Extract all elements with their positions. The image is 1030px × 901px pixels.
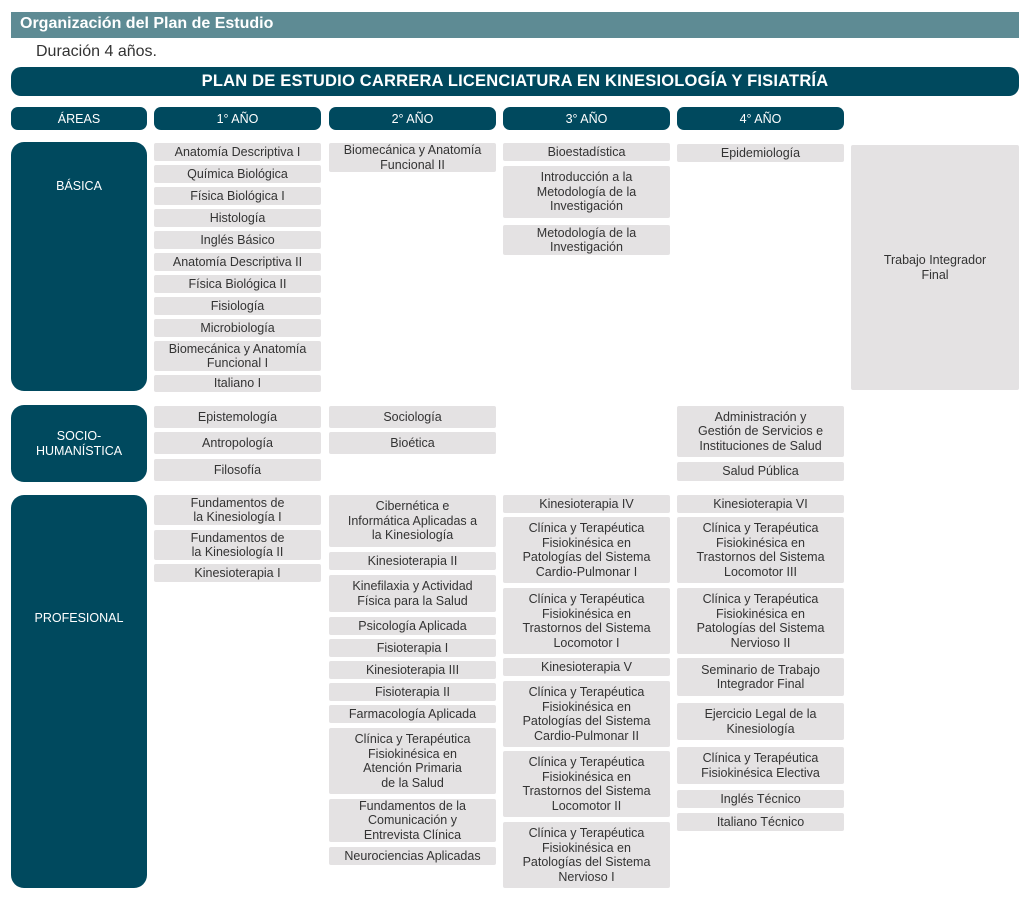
subject-cell: Fisiología (154, 297, 321, 315)
subject-cell: Microbiología (154, 319, 321, 337)
subject-cell: Biomecánica y Anatomía Funcional I (154, 341, 321, 371)
subject-cell: Física Biológica II (154, 275, 321, 293)
subject-cell: Kinesioterapia VI (677, 495, 844, 513)
subject-cell: Introducción a la Metodología de la Investigación (503, 166, 670, 218)
area-socio-label: SOCIO- HUMANÍSTICA (35, 428, 123, 458)
subject-cell: Fundamentos de la Kinesiología I (154, 495, 321, 525)
subject-cell: Fundamentos de la Comunicación y Entrevista Clínica (329, 799, 496, 842)
subject-cell: Inglés Básico (154, 231, 321, 249)
subject-cell: Kinesioterapia IV (503, 495, 670, 513)
header-year-4: 4° AÑO (677, 107, 844, 130)
subject-cell: Sociología (329, 406, 496, 428)
subject-trabajo-integrador-final: Trabajo Integrador Final (851, 145, 1019, 390)
subject-cell: Histología (154, 209, 321, 227)
subject-cell: Bioestadística (503, 143, 670, 161)
header-year-3: 3° AÑO (503, 107, 670, 130)
subject-cell: Física Biológica I (154, 187, 321, 205)
subject-cell: Epistemología (154, 406, 321, 428)
subject-cell: Clínica y Terapéutica Fisiokinésica en Trastornos del Sistema Locomotor II (503, 751, 670, 817)
subject-cell: Clínica y Terapéutica Fisiokinésica en Patologías del Sistema Cardio-Pulmonar I (503, 517, 670, 583)
area-profesional (11, 495, 147, 888)
area-basica (11, 142, 147, 391)
subject-cell: Fundamentos de la Kinesiología II (154, 530, 321, 560)
subject-cell: Salud Pública (677, 462, 844, 481)
subject-cell: Neurociencias Aplicadas (329, 847, 496, 865)
subject-cell: Seminario de Trabajo Integrador Final (677, 658, 844, 696)
subject-cell: Anatomía Descriptiva II (154, 253, 321, 271)
subject-cell: Biomecánica y Anatomía Funcional II (329, 143, 496, 172)
subject-cell: Inglés Técnico (677, 790, 844, 808)
subject-cell: Farmacología Aplicada (329, 705, 496, 723)
subject-cell: Italiano Técnico (677, 813, 844, 831)
header-areas: ÁREAS (11, 107, 147, 130)
subject-cell: Clínica y Terapéutica Fisiokinésica en Trastornos del Sistema Locomotor I (503, 588, 670, 654)
area-profesional-label: PROFESIONAL (34, 611, 124, 625)
subject-cell: Kinesioterapia III (329, 661, 496, 679)
area-socio-humanistica (11, 405, 147, 482)
subject-cell: Italiano I (154, 375, 321, 392)
subject-cell: Kinesioterapia I (154, 564, 321, 582)
subject-cell: Kinefilaxia y Actividad Física para la Salud (329, 575, 496, 612)
subject-cell: Kinesioterapia V (503, 658, 670, 676)
subject-cell: Psicología Aplicada (329, 617, 496, 635)
subject-cell: Clínica y Terapéutica Fisiokinésica Electiva (677, 747, 844, 784)
subject-cell: Química Biológica (154, 165, 321, 183)
subject-cell: Anatomía Descriptiva I (154, 143, 321, 161)
subject-cell: Clínica y Terapéutica Fisiokinésica en Trastornos del Sistema Locomotor III (677, 517, 844, 583)
subject-cell: Clínica y Terapéutica Fisiokinésica en Patologías del Sistema Nervioso I (503, 822, 670, 888)
subject-cell: Administración y Gestión de Servicios e Instituciones de Salud (677, 406, 844, 457)
subject-cell: Epidemiología (677, 144, 844, 162)
subject-cell: Clínica y Terapéutica Fisiokinésica en Patologías del Sistema Cardio-Pulmonar II (503, 681, 670, 747)
subject-cell: Fisioterapia I (329, 639, 496, 657)
header-year-1: 1° AÑO (154, 107, 321, 130)
area-basica-label: BÁSICA (56, 179, 102, 193)
subject-cell: Clínica y Terapéutica Fisiokinésica en Patologías del Sistema Nervioso II (677, 588, 844, 654)
subject-cell: Kinesioterapia II (329, 552, 496, 570)
subject-cell: Filosofía (154, 459, 321, 481)
subject-cell: Fisioterapia II (329, 683, 496, 701)
header-year-2: 2° AÑO (329, 107, 496, 130)
section-title: Organización del Plan de Estudio (11, 12, 1019, 38)
subject-cell: Cibernética e Informática Aplicadas a la Kinesiología (329, 495, 496, 547)
plan-banner: PLAN DE ESTUDIO CARRERA LICENCIATURA EN KINESIOLOGÍA Y FISIATRÍA (11, 67, 1019, 96)
subject-cell: Ejercicio Legal de la Kinesiología (677, 703, 844, 740)
subject-cell: Bioética (329, 432, 496, 454)
subject-cell: Metodología de la Investigación (503, 225, 670, 255)
duration-text: Duración 4 años. (36, 43, 157, 60)
subject-cell: Antropología (154, 432, 321, 454)
subject-cell: Clínica y Terapéutica Fisiokinésica en Atención Primaria de la Salud (329, 728, 496, 794)
